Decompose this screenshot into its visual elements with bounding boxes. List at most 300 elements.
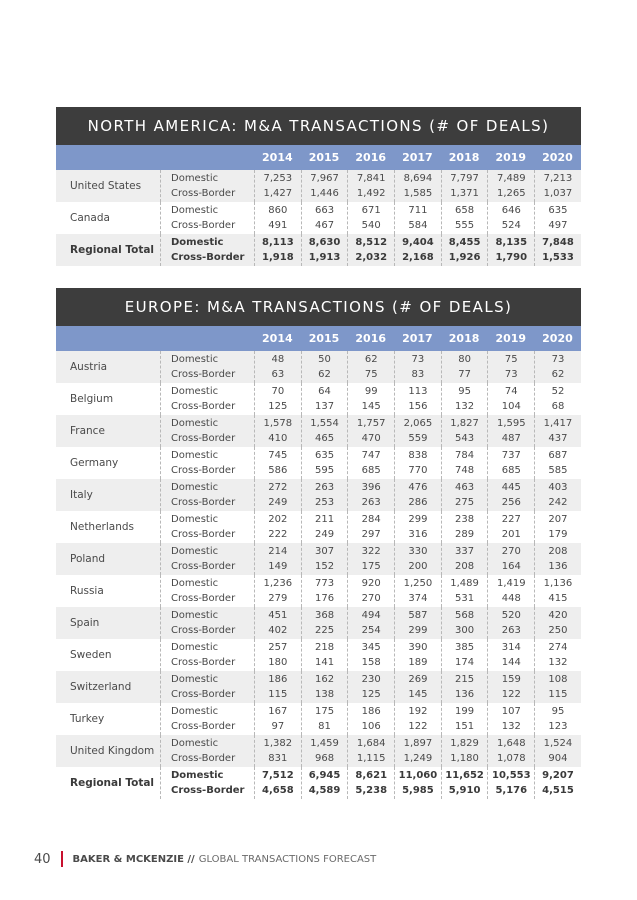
- domestic-value: 8,512: [355, 237, 388, 248]
- domestic-value: 1,897: [403, 738, 433, 749]
- year-value-cell: [254, 479, 301, 511]
- year-value-cell: [254, 383, 301, 415]
- domestic-value: 1,417: [543, 418, 573, 429]
- country-label: Belgium: [70, 393, 114, 405]
- year-value-cell: [347, 735, 394, 767]
- year-value-cell: [534, 575, 581, 607]
- year-value-cell: [487, 234, 534, 266]
- domestic-value: 207: [548, 514, 568, 525]
- year-value-cell: [301, 575, 348, 607]
- cross-border-label: Cross-Border: [171, 721, 236, 732]
- table-row: [56, 703, 581, 735]
- year-value-cell: [254, 575, 301, 607]
- cross-border-value: 222: [268, 529, 288, 540]
- domestic-label: Domestic: [171, 514, 219, 525]
- domestic-value: 451: [268, 610, 288, 621]
- cross-border-value: 1,371: [450, 188, 479, 199]
- domestic-value: 635: [314, 450, 335, 461]
- country-label: France: [70, 425, 105, 437]
- domestic-value: 8,630: [308, 237, 341, 248]
- cross-border-label: Cross-Border: [171, 433, 236, 444]
- cross-border-value: 415: [548, 593, 568, 604]
- domestic-value: 7,848: [542, 237, 574, 248]
- europe-title: EUROPE: M&A TRANSACTIONS (# OF DEALS): [56, 288, 581, 326]
- cross-border-value: 5,985: [402, 785, 434, 796]
- domestic-value: 1,236: [263, 578, 293, 589]
- year-header: 2015: [308, 332, 340, 345]
- cross-border-value: 115: [268, 689, 288, 700]
- domestic-value: 113: [408, 386, 428, 397]
- domestic-label: Domestic: [171, 546, 219, 557]
- cross-border-value: 585: [548, 465, 568, 476]
- domestic-value: 95: [551, 706, 565, 717]
- cross-border-value: 1,249: [403, 753, 433, 764]
- year-value-cell: [534, 234, 581, 266]
- country-label: Russia: [70, 585, 104, 597]
- cross-border-label: Cross-Border: [171, 657, 236, 668]
- cross-border-label: Cross-Border: [171, 401, 236, 412]
- domestic-value: 330: [408, 546, 428, 557]
- year-value-cell: [301, 447, 348, 479]
- domestic-value: 9,207: [542, 770, 574, 781]
- year-value-cell: [441, 234, 488, 266]
- cross-border-label: Cross-Border: [171, 753, 236, 764]
- cross-border-value: 115: [548, 689, 568, 700]
- domestic-value: 403: [548, 482, 568, 493]
- cross-border-value: 286: [408, 497, 428, 508]
- year-header: 2017: [402, 151, 433, 164]
- domestic-value: 8,113: [262, 237, 294, 248]
- domestic-value: 784: [455, 450, 475, 461]
- year-value-cell: [394, 234, 441, 266]
- year-value-cell: [394, 639, 441, 671]
- domestic-value: 62: [364, 354, 378, 365]
- deal-type-labels: [160, 351, 254, 383]
- cross-border-value: 77: [458, 369, 471, 380]
- cross-border-value: 174: [455, 657, 475, 668]
- domestic-value: 1,648: [496, 738, 526, 749]
- domestic-value: 420: [548, 610, 568, 621]
- country-label: United Kingdom: [70, 745, 155, 757]
- year-value-cell: [441, 735, 488, 767]
- year-value-cell: [487, 447, 534, 479]
- cross-border-value: 4,515: [542, 785, 574, 796]
- table-row: [56, 479, 581, 511]
- domestic-value: 6,945: [308, 770, 341, 781]
- cross-border-value: 132: [501, 721, 521, 732]
- domestic-label: Domestic: [171, 205, 219, 216]
- deal-type-labels: [160, 202, 254, 234]
- cross-border-value: 97: [271, 721, 285, 732]
- cross-border-value: 125: [268, 401, 288, 412]
- domestic-value: 175: [314, 706, 335, 717]
- domestic-value: 7,967: [310, 173, 339, 184]
- cross-border-value: 595: [314, 465, 335, 476]
- year-value-cell: [534, 703, 581, 735]
- year-header: 2018: [448, 151, 480, 164]
- year-value-cell: [441, 639, 488, 671]
- domestic-value: 476: [408, 482, 428, 493]
- cross-border-value: 1,446: [310, 188, 339, 199]
- north-america-table: [56, 107, 581, 266]
- cross-border-value: 68: [551, 401, 565, 412]
- domestic-value: 50: [318, 354, 331, 365]
- cross-border-value: 5,176: [495, 785, 528, 796]
- cross-border-value: 158: [361, 657, 381, 668]
- cross-border-value: 83: [411, 369, 425, 380]
- cross-border-label: Cross-Border: [171, 689, 236, 700]
- cross-border-value: 249: [268, 497, 288, 508]
- cross-border-value: 122: [408, 721, 428, 732]
- deal-type-labels: [160, 415, 254, 447]
- cross-border-value: 289: [455, 529, 475, 540]
- year-value-cell: [534, 511, 581, 543]
- domestic-value: 202: [268, 514, 288, 525]
- domestic-value: 167: [268, 706, 288, 717]
- year-value-cell: [301, 543, 348, 575]
- year-value-cell: [534, 415, 581, 447]
- cross-border-value: 2,032: [355, 252, 388, 263]
- year-value-cell: [347, 575, 394, 607]
- year-header: 2019: [495, 151, 527, 164]
- domestic-value: 390: [408, 642, 428, 653]
- year-value-cell: [394, 607, 441, 639]
- country-label: Sweden: [70, 649, 112, 661]
- year-value-cell: [301, 607, 348, 639]
- year-value-cell: [254, 234, 301, 266]
- domestic-value: 635: [548, 205, 568, 216]
- page-footer: [34, 851, 376, 867]
- deal-type-labels: [160, 735, 254, 767]
- year-value-cell: [347, 767, 394, 799]
- domestic-value: 52: [551, 386, 565, 397]
- cross-border-value: 136: [548, 561, 568, 572]
- year-value-cell: [487, 607, 534, 639]
- year-header: 2016: [355, 332, 387, 345]
- year-value-cell: [254, 703, 301, 735]
- year-value-cell: [394, 447, 441, 479]
- year-value-cell: [254, 639, 301, 671]
- domestic-value: 230: [361, 674, 381, 685]
- domestic-value: 11,060: [398, 770, 438, 781]
- deal-type-labels: [160, 703, 254, 735]
- cross-border-value: 300: [455, 625, 475, 636]
- year-value-cell: [487, 671, 534, 703]
- year-value-cell: [394, 511, 441, 543]
- cross-border-value: 242: [548, 497, 568, 508]
- domestic-value: 284: [361, 514, 381, 525]
- country-label: United States: [70, 180, 142, 192]
- cross-border-value: 1,078: [496, 753, 526, 764]
- domestic-value: 7,797: [450, 173, 479, 184]
- cross-border-label: Cross-Border: [171, 220, 236, 231]
- cross-border-value: 559: [408, 433, 428, 444]
- domestic-label: Domestic: [171, 674, 219, 685]
- year-value-cell: [394, 383, 441, 415]
- domestic-label: Domestic: [171, 642, 219, 653]
- cross-border-value: 543: [455, 433, 475, 444]
- footer-publication: GLOBAL TRANSACTIONS FORECAST: [198, 853, 377, 865]
- domestic-value: 1,578: [263, 418, 293, 429]
- domestic-value: 920: [361, 578, 381, 589]
- domestic-value: 8,135: [495, 237, 528, 248]
- cross-border-label: Cross-Border: [171, 593, 236, 604]
- year-header: 2015: [308, 151, 340, 164]
- domestic-value: 1,250: [403, 578, 433, 589]
- year-value-cell: [487, 575, 534, 607]
- country-label: Switzerland: [70, 681, 132, 693]
- year-value-cell: [534, 607, 581, 639]
- table-row: [56, 575, 581, 607]
- year-value-cell: [347, 607, 394, 639]
- year-value-cell: [441, 170, 488, 202]
- year-value-cell: [347, 639, 394, 671]
- cross-border-value: 555: [455, 220, 475, 231]
- cross-border-value: 141: [314, 657, 335, 668]
- domestic-value: 568: [455, 610, 475, 621]
- cross-border-value: 201: [501, 529, 521, 540]
- domestic-value: 385: [455, 642, 475, 653]
- table-row: [56, 415, 581, 447]
- domestic-value: 368: [314, 610, 335, 621]
- north-america-year-header: [56, 145, 581, 170]
- domestic-label: Domestic: [171, 482, 219, 493]
- year-value-cell: [487, 351, 534, 383]
- domestic-value: 7,253: [263, 173, 293, 184]
- year-value-cell: [254, 543, 301, 575]
- cross-border-value: 73: [504, 369, 518, 380]
- domestic-value: 70: [271, 386, 285, 397]
- domestic-value: 186: [361, 706, 381, 717]
- cross-border-value: 81: [318, 721, 331, 732]
- domestic-value: 272: [268, 482, 288, 493]
- domestic-value: 8,694: [403, 173, 433, 184]
- domestic-value: 186: [268, 674, 288, 685]
- year-header: 2019: [495, 332, 527, 345]
- cross-border-value: 487: [501, 433, 521, 444]
- year-value-cell: [301, 735, 348, 767]
- year-value-cell: [301, 703, 348, 735]
- domestic-value: 445: [501, 482, 521, 493]
- cross-border-label: Cross-Border: [171, 369, 236, 380]
- cross-border-value: 531: [455, 593, 475, 604]
- year-value-cell: [394, 703, 441, 735]
- domestic-value: 95: [458, 386, 471, 397]
- domestic-value: 162: [314, 674, 335, 685]
- year-value-cell: [301, 383, 348, 415]
- year-value-cell: [534, 479, 581, 511]
- year-value-cell: [534, 351, 581, 383]
- deal-type-labels: [160, 511, 254, 543]
- cross-border-label: Cross-Border: [171, 625, 236, 636]
- cross-border-value: 1,265: [496, 188, 526, 199]
- cross-border-value: 1,037: [543, 188, 573, 199]
- domestic-value: 73: [411, 354, 425, 365]
- domestic-value: 745: [268, 450, 288, 461]
- deal-type-labels: [160, 575, 254, 607]
- domestic-label: Domestic: [171, 578, 219, 589]
- year-header: 2017: [402, 332, 433, 345]
- domestic-value: 1,489: [450, 578, 479, 589]
- cross-border-value: 748: [455, 465, 475, 476]
- domestic-value: 1,136: [543, 578, 573, 589]
- year-value-cell: [347, 703, 394, 735]
- domestic-value: 773: [314, 578, 335, 589]
- year-value-cell: [534, 639, 581, 671]
- year-value-cell: [441, 607, 488, 639]
- domestic-value: 494: [361, 610, 381, 621]
- country-label: Austria: [70, 361, 108, 373]
- year-value-cell: [441, 575, 488, 607]
- domestic-value: 238: [455, 514, 475, 525]
- domestic-label: Domestic: [171, 706, 219, 717]
- deal-type-labels: [160, 447, 254, 479]
- year-value-cell: [301, 234, 348, 266]
- country-label: Poland: [70, 553, 106, 565]
- year-value-cell: [347, 447, 394, 479]
- year-value-cell: [347, 383, 394, 415]
- cross-border-value: 279: [268, 593, 288, 604]
- year-value-cell: [347, 671, 394, 703]
- cross-border-value: 62: [318, 369, 331, 380]
- year-value-cell: [441, 202, 488, 234]
- cross-border-value: 122: [501, 689, 521, 700]
- year-value-cell: [441, 543, 488, 575]
- year-value-cell: [254, 202, 301, 234]
- domestic-label: Domestic: [171, 418, 219, 429]
- year-value-cell: [347, 170, 394, 202]
- cross-border-value: 831: [268, 753, 288, 764]
- year-value-cell: [301, 170, 348, 202]
- domestic-label: Domestic: [171, 738, 219, 749]
- domestic-value: 658: [455, 205, 475, 216]
- year-value-cell: [394, 543, 441, 575]
- domestic-value: 10,553: [491, 770, 531, 781]
- cross-border-value: 1,492: [356, 188, 386, 199]
- cross-border-value: 145: [361, 401, 381, 412]
- table-row: [56, 383, 581, 415]
- domestic-value: 307: [314, 546, 335, 557]
- cross-border-value: 253: [314, 497, 335, 508]
- table-row: [56, 202, 581, 234]
- domestic-value: 646: [501, 205, 521, 216]
- domestic-value: 192: [408, 706, 428, 717]
- year-value-cell: [254, 671, 301, 703]
- year-header: 2020: [542, 151, 573, 164]
- year-value-cell: [347, 511, 394, 543]
- year-value-cell: [394, 575, 441, 607]
- domestic-value: 1,757: [356, 418, 386, 429]
- cross-border-value: 402: [268, 625, 288, 636]
- cross-border-value: 225: [314, 625, 335, 636]
- year-value-cell: [534, 383, 581, 415]
- domestic-value: 7,489: [496, 173, 526, 184]
- cross-border-label: Cross-Border: [171, 465, 236, 476]
- year-value-cell: [394, 415, 441, 447]
- year-header: 2018: [448, 332, 480, 345]
- year-value-cell: [487, 383, 534, 415]
- cross-border-value: 164: [501, 561, 521, 572]
- year-value-cell: [534, 170, 581, 202]
- domestic-value: 48: [271, 354, 285, 365]
- year-header: 2016: [355, 151, 387, 164]
- year-value-cell: [487, 202, 534, 234]
- year-value-cell: [487, 639, 534, 671]
- cross-border-value: 1,533: [542, 252, 574, 263]
- domestic-value: 7,841: [356, 173, 386, 184]
- domestic-value: 687: [548, 450, 568, 461]
- cross-border-value: 586: [268, 465, 288, 476]
- year-value-cell: [254, 351, 301, 383]
- deal-type-labels: [160, 543, 254, 575]
- domestic-value: 107: [501, 706, 521, 717]
- year-value-cell: [441, 351, 488, 383]
- year-value-cell: [487, 543, 534, 575]
- domestic-value: 218: [314, 642, 335, 653]
- cross-border-value: 200: [408, 561, 428, 572]
- year-value-cell: [394, 170, 441, 202]
- country-label: Regional Total: [70, 244, 155, 256]
- cross-border-value: 2,168: [402, 252, 434, 263]
- cross-border-value: 63: [271, 369, 285, 380]
- deal-type-labels: [160, 607, 254, 639]
- cross-border-value: 275: [455, 497, 475, 508]
- cross-border-label: Cross-Border: [171, 529, 236, 540]
- cross-border-value: 540: [361, 220, 381, 231]
- domestic-value: 520: [501, 610, 521, 621]
- year-value-cell: [534, 447, 581, 479]
- domestic-value: 299: [408, 514, 428, 525]
- cross-border-value: 136: [455, 689, 475, 700]
- domestic-value: 671: [361, 205, 381, 216]
- cross-border-value: 470: [361, 433, 381, 444]
- regional-total-row: [56, 234, 581, 266]
- cross-border-value: 144: [501, 657, 521, 668]
- year-value-cell: [487, 703, 534, 735]
- country-label: Germany: [70, 457, 119, 469]
- year-value-cell: [347, 234, 394, 266]
- domestic-value: 75: [504, 354, 518, 365]
- year-value-cell: [487, 170, 534, 202]
- year-value-cell: [254, 735, 301, 767]
- cross-border-value: 5,238: [355, 785, 388, 796]
- domestic-value: 1,595: [496, 418, 526, 429]
- cross-border-value: 175: [361, 561, 381, 572]
- deal-type-labels: [160, 170, 254, 202]
- cross-border-value: 4,658: [262, 785, 294, 796]
- year-value-cell: [394, 767, 441, 799]
- domestic-value: 587: [408, 610, 428, 621]
- cross-border-value: 1,427: [263, 188, 293, 199]
- deal-type-labels: [160, 234, 254, 266]
- cross-border-value: 4,589: [308, 785, 341, 796]
- domestic-value: 2,065: [403, 418, 433, 429]
- year-value-cell: [254, 415, 301, 447]
- domestic-value: 8,455: [448, 237, 481, 248]
- domestic-label: Domestic: [171, 450, 219, 461]
- domestic-value: 7,213: [543, 173, 573, 184]
- cross-border-value: 491: [268, 220, 288, 231]
- cross-border-value: 1,926: [448, 252, 481, 263]
- domestic-value: 270: [501, 546, 521, 557]
- year-value-cell: [347, 351, 394, 383]
- table-row: [56, 735, 581, 767]
- year-value-cell: [441, 703, 488, 735]
- year-value-cell: [301, 639, 348, 671]
- cross-border-value: 685: [361, 465, 381, 476]
- domestic-value: 227: [501, 514, 521, 525]
- cross-border-value: 1,918: [262, 252, 294, 263]
